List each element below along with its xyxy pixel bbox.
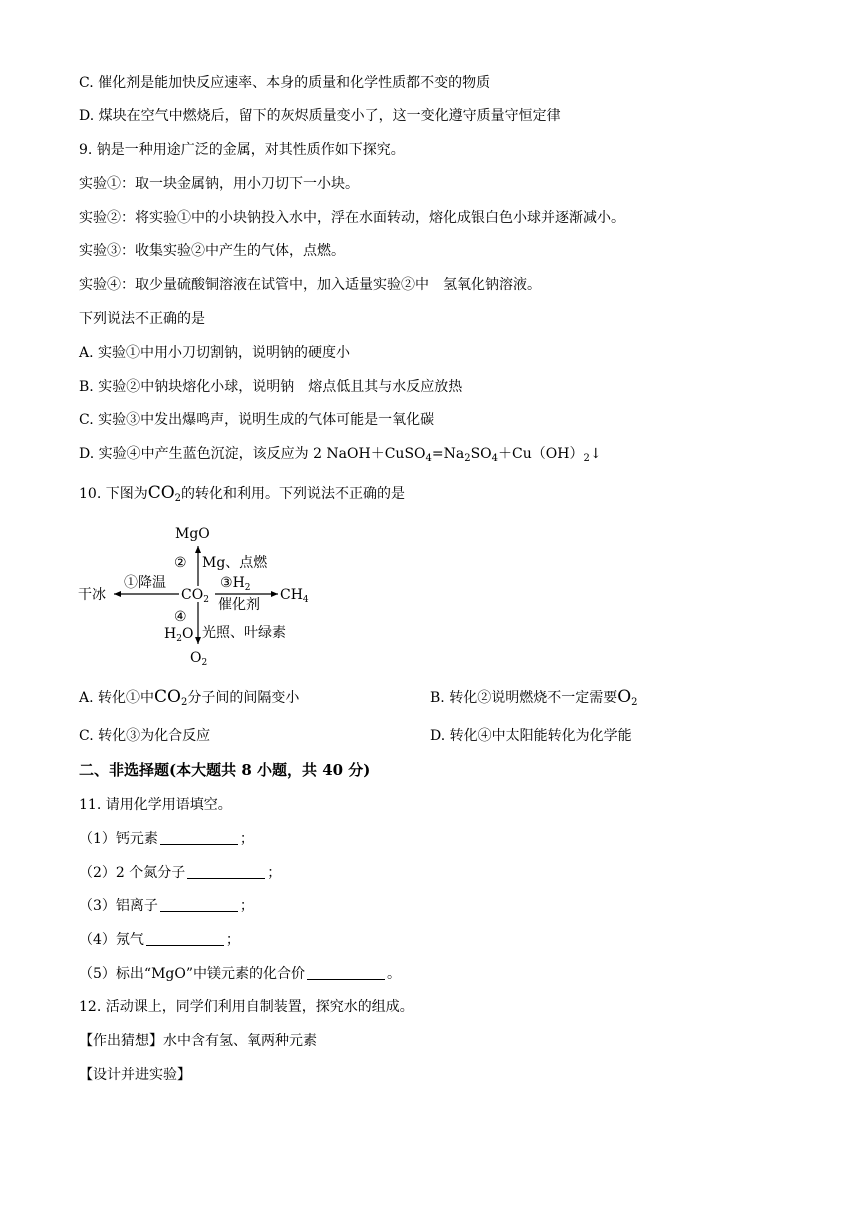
q11-item-1: [79, 829, 254, 849]
formula-o2: O: [617, 687, 632, 707]
punctuation: 。: [387, 966, 401, 982]
q11-item-5: [79, 964, 401, 984]
q9-experiment-3: 实验③：收集实验②中产生的气体，点燃。: [79, 243, 345, 259]
q9-option-d-text: =Na: [431, 446, 465, 462]
q10-text: 10. 下图为: [79, 486, 148, 502]
label-ch4: $CH_4$: [280, 587, 309, 605]
q10-option-a-text: A. 转化①中: [79, 690, 155, 706]
q9-stem: 9. 钠是一种用途广泛的金属，对其性质作如下探究。: [79, 142, 405, 158]
formula-co2: CO: [154, 687, 181, 707]
precipitate-arrow: ↓: [589, 446, 602, 462]
punctuation: ；: [239, 898, 254, 914]
punctuation: ；: [225, 932, 240, 948]
answer-blank[interactable]: [307, 965, 385, 980]
q9-question: 下列说法不正确的是: [79, 311, 205, 327]
q10-option-a: [79, 687, 299, 708]
subscript: 4: [425, 453, 432, 464]
q11-item-text: （5）标出“MgO”中镁元素的化合价: [79, 966, 305, 982]
q9-option-b-part1: B. 实验②中钠块熔化小球，说明钠: [79, 379, 295, 395]
label-mgo: MgO: [175, 526, 210, 542]
q9-option-d: [79, 444, 602, 464]
q10-text: 的转化和利用。下列说法不正确的是: [181, 486, 406, 502]
label-step-3: $③H_2$: [220, 575, 251, 593]
subscript: 2: [180, 697, 188, 708]
q12-stem: 12. 活动课上，同学们利用自制装置，探究水的组成。: [79, 999, 414, 1015]
label-step-2: ②: [174, 555, 187, 571]
q9-experiment-2: 实验②：将实验①中的小块钠投入水中，浮在水面转动，熔化成银白色小球并逐渐减小。: [79, 210, 625, 226]
label-o2: $O_2$: [190, 650, 208, 668]
q11-stem: 11. 请用化学用语填空。: [79, 797, 232, 813]
q12-hypothesis: 【作出猜想】水中含有氢、氧两种元素: [79, 1033, 317, 1049]
q10-option-c: C. 转化③为化合反应: [79, 728, 211, 744]
label-dry-ice: 干冰: [78, 587, 106, 603]
q9-option-d-text: D. 实验④中产生蓝色沉淀，该反应为 2 NaOH＋CuSO: [79, 446, 426, 462]
subscript: 4: [491, 453, 499, 464]
q10-option-d: D. 转化④中太阳能转化为化学能: [430, 728, 632, 744]
formula-co2: CO: [147, 483, 175, 503]
q10-stem: [79, 483, 405, 504]
q9-option-b: [79, 377, 462, 397]
q9-option-c: C. 实验③中发出爆鸣声，说明生成的气体可能是一氧化碳: [79, 412, 435, 428]
q10-option-b: [430, 687, 638, 708]
answer-blank[interactable]: [160, 830, 238, 845]
subscript: 2: [464, 453, 471, 464]
label-step-4-condition: 光照、叶绿素: [202, 625, 286, 641]
q9-experiment-4-part1: 实验④：取少量硫酸铜溶液在试管中，加入适量实验②中: [79, 277, 429, 293]
q11-item-text: （3）铝离子: [79, 898, 158, 914]
co2-conversion-diagram: [78, 520, 318, 670]
q11-item-text: （2）2 个氮分子: [79, 865, 186, 881]
punctuation: ；: [267, 865, 282, 881]
label-step-1: ①降温: [124, 575, 166, 591]
q9-option-b-part2: 熔点低且其与水反应放热: [308, 379, 463, 395]
subscript: 2: [631, 697, 638, 708]
q9-experiment-1: 实验①：取一块金属钠，用小刀切下一小块。: [79, 176, 359, 192]
q9-option-d-text: ＋Cu（OH）: [498, 446, 584, 462]
section-heading: 二、非选择题(本大题共 8 小题，共 40 分): [79, 761, 371, 779]
q9-experiment-4-part2: 氢氧化钠溶液。: [443, 277, 541, 293]
punctuation: ；: [239, 831, 254, 847]
q9-experiment-4: [79, 275, 541, 295]
label-catalyst: 催化剂: [218, 597, 260, 613]
label-step-4: ④: [174, 609, 187, 625]
q11-item-4: [79, 930, 240, 950]
subscript: 2: [583, 453, 590, 464]
q11-item-text: （4）氖气: [79, 932, 144, 948]
q8-option-d: D. 煤块在空气中燃烧后，留下的灰烬质量变小了，这一变化遵守质量守恒定律: [79, 108, 561, 124]
label-step-2-condition: Mg、点燃: [202, 555, 268, 571]
q11-item-text: （1）钙元素: [79, 831, 158, 847]
q9-option-a: A. 实验①中用小刀切割钠，说明钠的硬度小: [79, 345, 351, 361]
q10-option-a-text: 分子间的间隔变小: [187, 690, 300, 706]
subscript: 2: [174, 493, 182, 504]
q9-option-d-text: SO: [470, 446, 492, 462]
label-co2: $CO_2$: [181, 587, 209, 605]
q8-option-c: C. 催化剂是能加快反应速率、本身的质量和化学性质都不变的物质: [79, 75, 491, 91]
q11-item-3: [79, 896, 254, 916]
q11-item-2: [79, 863, 281, 883]
answer-blank[interactable]: [187, 864, 265, 879]
answer-blank[interactable]: [146, 931, 224, 946]
label-h2o: $H_2O$: [164, 626, 194, 644]
answer-blank[interactable]: [160, 897, 238, 912]
q10-option-b-text: B. 转化②说明燃烧不一定需要: [430, 690, 618, 706]
q12-experiment-design: 【设计并进实验】: [79, 1067, 191, 1083]
